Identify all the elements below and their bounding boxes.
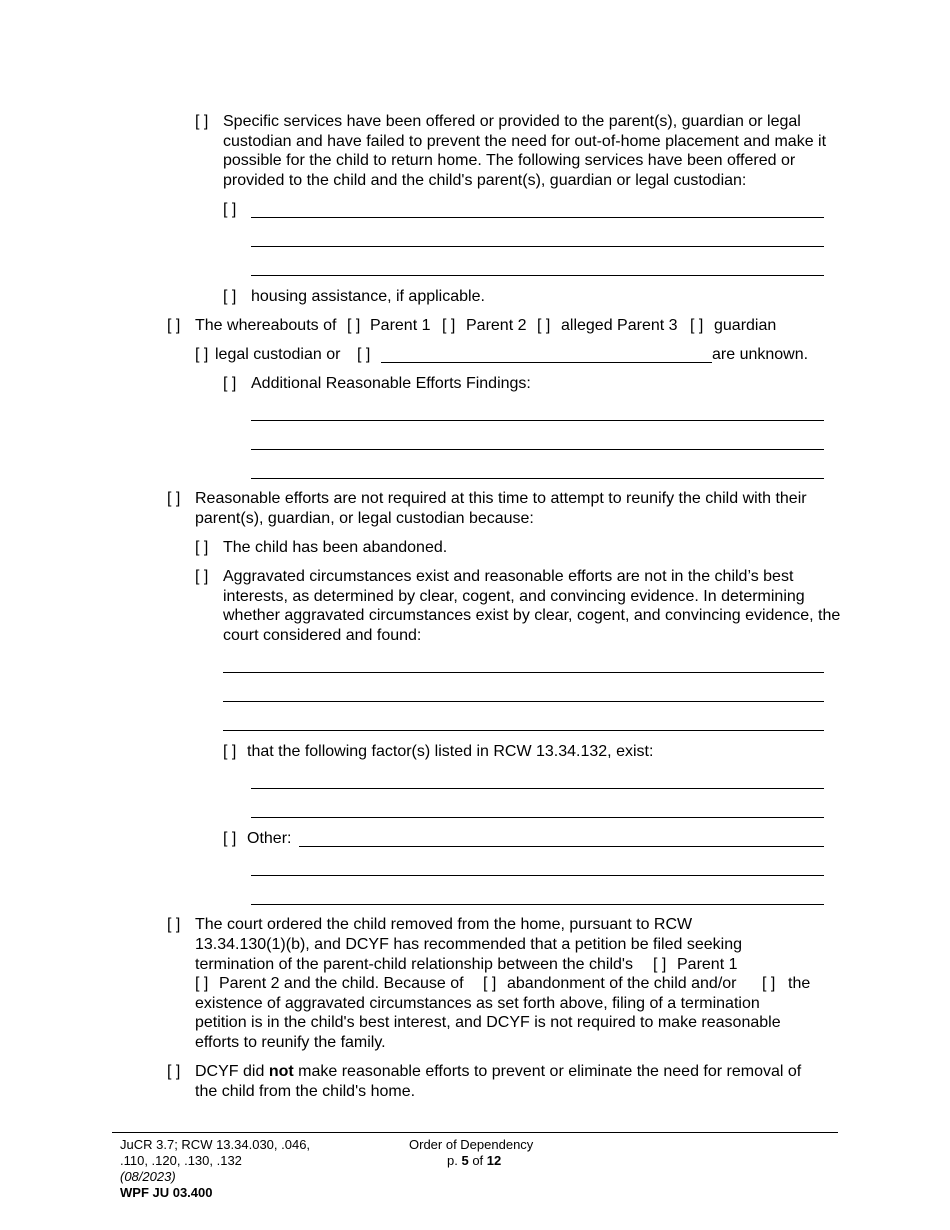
dcyf-text-c: the child from the child's home.	[195, 1083, 416, 1100]
dcyf-text	[195, 1062, 801, 1082]
parent1-checkbox[interactable]: [ ]	[347, 317, 361, 334]
services-blank-line-1[interactable]	[251, 217, 824, 218]
dcyf-not-emphasis: not	[268, 1063, 294, 1080]
guardian-checkbox[interactable]: [ ]	[690, 317, 704, 334]
guardian-label: guardian	[714, 317, 777, 334]
aggravated-line-1[interactable]	[223, 672, 824, 673]
dcyf-text-b: make reasonable efforts to prevent or eliminate the need for removal of	[298, 1063, 802, 1080]
dcyf-checkbox[interactable]: [ ]	[167, 1063, 181, 1080]
not-required-checkbox[interactable]: [ ]	[167, 490, 181, 507]
footer-rule-citation-2: .110, .120, .130, .132	[120, 1153, 242, 1168]
removal-line-3: termination of the parent-child relationship between the child's	[195, 956, 633, 973]
removal-parent1-checkbox[interactable]: [ ]	[653, 956, 667, 973]
other-line-3[interactable]	[251, 904, 824, 905]
services-blank-line-3[interactable]	[251, 275, 824, 276]
parent2-label: Parent 2	[466, 317, 527, 334]
footer-page-current: 5	[461, 1153, 469, 1168]
footer-rule-citation-1: JuCR 3.7; RCW 13.34.030, .046,	[120, 1137, 311, 1152]
footer-form-id: WPF JU 03.400	[120, 1185, 213, 1200]
additional-findings-checkbox[interactable]: [ ]	[223, 375, 237, 392]
other-party-blank-line[interactable]	[381, 362, 712, 363]
services-blank-line-2[interactable]	[251, 246, 824, 247]
footer-page-of: of	[472, 1153, 484, 1168]
removal-abandonment-label: abandonment of the child and/or	[507, 975, 737, 992]
removal-line-6: petition is in the child's best interest, and DCYF is not required to make reasonable	[195, 1014, 781, 1031]
whereabouts-checkbox[interactable]: [ ]	[167, 317, 181, 334]
removal-line-2: 13.34.130(1)(b), and DCYF has recommended that a petition be filed seeking	[195, 936, 742, 953]
whereabouts-label: The whereabouts of	[195, 317, 337, 334]
removal-line-1: The court ordered the child removed from the home, pursuant to RCW	[195, 916, 693, 933]
factors-label: that the following factor(s) listed in RCW 13.34.132, exist:	[247, 743, 654, 760]
removal-the-label: the	[788, 975, 811, 992]
removal-aggravated-checkbox[interactable]: [ ]	[762, 975, 776, 992]
removal-parent1-label: Parent 1	[677, 956, 738, 973]
removal-line-7: efforts to reunify the family.	[195, 1034, 386, 1051]
other-label: Other:	[247, 830, 292, 847]
additional-findings-line-3[interactable]	[251, 478, 824, 479]
footer-doc-title: Order of Dependency	[409, 1137, 534, 1152]
alleged-parent3-checkbox[interactable]: [ ]	[537, 317, 551, 334]
aggravated-line-2[interactable]	[223, 701, 824, 702]
other-line-2[interactable]	[251, 875, 824, 876]
parent1-label: Parent 1	[370, 317, 431, 334]
other-party-checkbox[interactable]: [ ]	[357, 346, 371, 363]
services-item-checkbox[interactable]: [ ]	[223, 201, 237, 218]
housing-checkbox[interactable]: [ ]	[223, 288, 237, 305]
parent2-checkbox[interactable]: [ ]	[442, 317, 456, 334]
legal-custodian-label: legal custodian or	[215, 346, 341, 363]
removal-parent2-label: Parent 2 and the child. Because of	[219, 975, 464, 992]
removal-line-5: existence of aggravated circumstances as set forth above, filing of a termination	[195, 995, 760, 1012]
footer-page-number	[447, 1153, 501, 1169]
removal-parent2-checkbox[interactable]: [ ]	[195, 975, 209, 992]
factors-line-1[interactable]	[251, 788, 824, 789]
additional-findings-line-2[interactable]	[251, 449, 824, 450]
aggravated-checkbox[interactable]: [ ]	[195, 568, 209, 585]
abandoned-label: The child has been abandoned.	[223, 539, 448, 556]
other-checkbox[interactable]: [ ]	[223, 830, 237, 847]
aggravated-line-3[interactable]	[223, 730, 824, 731]
footer-page-total: 12	[486, 1153, 502, 1168]
other-line-1[interactable]	[299, 846, 824, 847]
are-unknown-label: are unknown.	[712, 346, 809, 363]
additional-findings-label: Additional Reasonable Efforts Findings:	[251, 375, 531, 392]
dcyf-text-a: DCYF did	[195, 1063, 265, 1080]
not-required-text: Reasonable efforts are not required at this time to attempt to reunify the child with their parent(s), guardian, or legal custodian because:	[195, 490, 807, 527]
alleged-parent3-label: alleged Parent 3	[561, 317, 678, 334]
housing-label: housing assistance, if applicable.	[251, 288, 485, 305]
legal-custodian-checkbox[interactable]: [ ]	[195, 346, 209, 363]
footer-divider	[112, 1132, 838, 1133]
footer-page-prefix: p.	[447, 1153, 458, 1168]
factors-checkbox[interactable]: [ ]	[223, 743, 237, 760]
services-text: Specific services have been offered or provided to the parent(s), guardian or legal custodian and have failed to prevent the need for out-of-home placement and make it possible for the child to return home. The following services have been offered or provided to the child and the child's parent(s), guardian or legal custodian:	[223, 113, 827, 189]
footer-form-date: (08/2023)	[120, 1169, 176, 1184]
abandoned-checkbox[interactable]: [ ]	[195, 539, 209, 556]
services-checkbox[interactable]: [ ]	[195, 113, 209, 130]
aggravated-text: Aggravated circumstances exist and reasonable efforts are not in the child’s best interests, as determined by clear, cogent, and convincing evidence. In determining whether aggravated circumstances exist by clear, cogent, and convincing evidence, the court considered and found:	[223, 568, 841, 644]
factors-line-2[interactable]	[251, 817, 824, 818]
removal-checkbox[interactable]: [ ]	[167, 916, 181, 933]
additional-findings-line-1[interactable]	[251, 420, 824, 421]
removal-abandonment-checkbox[interactable]: [ ]	[483, 975, 497, 992]
